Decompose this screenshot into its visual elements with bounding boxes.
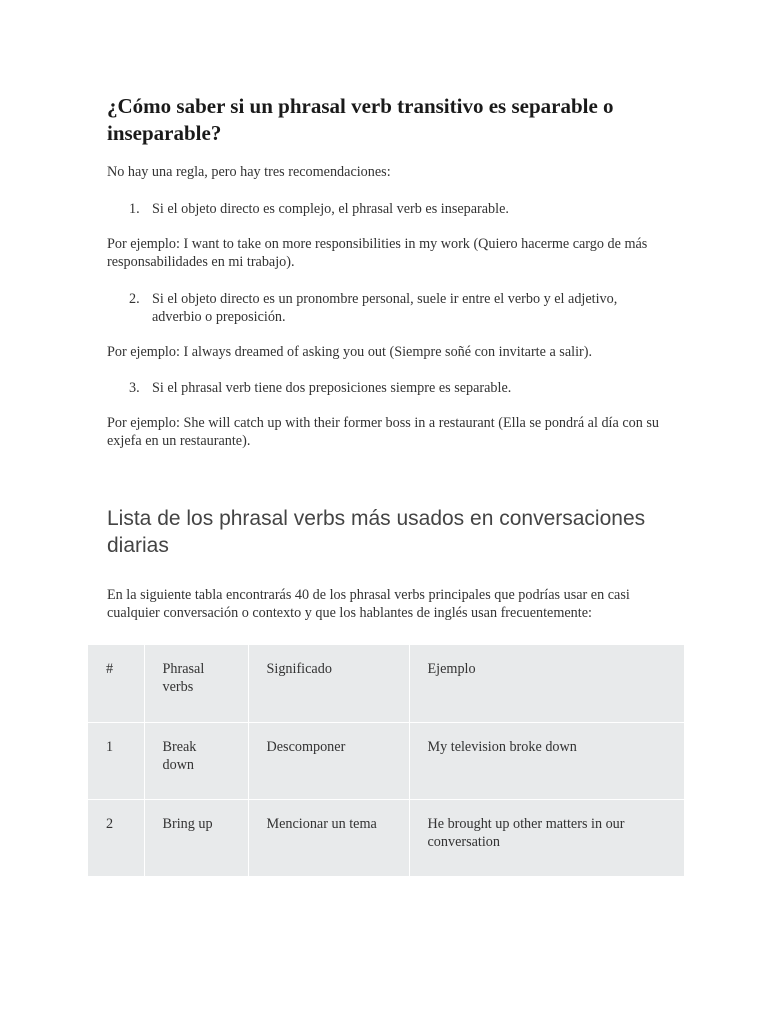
header-cell-meaning: Significado	[248, 645, 409, 722]
list-number: 3.	[129, 380, 140, 396]
header-cell-phrasal-verbs: Phrasal verbs	[144, 645, 248, 722]
table-cell: He brought up other matters in our conversation	[427, 815, 625, 850]
example-paragraph-2: Por ejemplo: I always dreamed of asking you out (Siempre soñé con invitarte a salir).	[107, 344, 593, 360]
list-number: 1.	[129, 201, 140, 217]
list-number: 2.	[129, 291, 140, 307]
section-title: Lista de los phrasal verbs más usados en conversaciones diarias	[107, 507, 646, 557]
table-cell: 2	[88, 799, 144, 876]
section-intro-paragraph: En la siguiente tabla encontrarás 40 de los phrasal verbs principales que podrías usar en casi cualquier conversación o contexto y que los hablantes de inglés usan frecuentemente:	[107, 587, 630, 621]
page-title: ¿Cómo saber si un phrasal verb transitivo es separable o inseparable?	[107, 94, 614, 145]
table-cell: Break down	[144, 722, 248, 799]
table-cell: 1	[88, 722, 144, 799]
table-row	[88, 722, 684, 799]
example-paragraph-1: Por ejemplo: I want to take on more responsibilities in my work (Quiero hacerme cargo de más responsabilidades en mi trabajo).	[107, 236, 648, 270]
table-cell: My television broke down	[409, 722, 684, 799]
table-cell: Mencionar un tema	[248, 799, 409, 876]
table-row	[88, 799, 684, 876]
list-text: Si el objeto directo es un pronombre personal, suele ir entre el verbo y el adjetivo, adverbio o preposición.	[152, 291, 618, 325]
header-cell-number: #	[88, 645, 144, 722]
recommendation-item-1	[129, 200, 669, 218]
table-header-row	[88, 645, 684, 722]
table-cell: Bring up	[144, 799, 248, 876]
intro-paragraph: No hay una regla, pero hay tres recomendaciones:	[107, 164, 391, 180]
recommendation-item-3	[129, 379, 669, 397]
list-text: Si el phrasal verb tiene dos preposiciones siempre es separable.	[152, 380, 512, 396]
table-cell: Descomponer	[248, 722, 409, 799]
recommendation-item-2	[129, 290, 669, 326]
phrasal-verbs-table	[88, 645, 684, 876]
example-paragraph-3: Por ejemplo: She will catch up with their former boss in a restaurant (Ella se pondrá al día con su exjefa en un restaurante).	[107, 415, 659, 449]
header-cell-example: Ejemplo	[409, 645, 684, 722]
list-text: Si el objeto directo es complejo, el phrasal verb es inseparable.	[152, 201, 509, 217]
